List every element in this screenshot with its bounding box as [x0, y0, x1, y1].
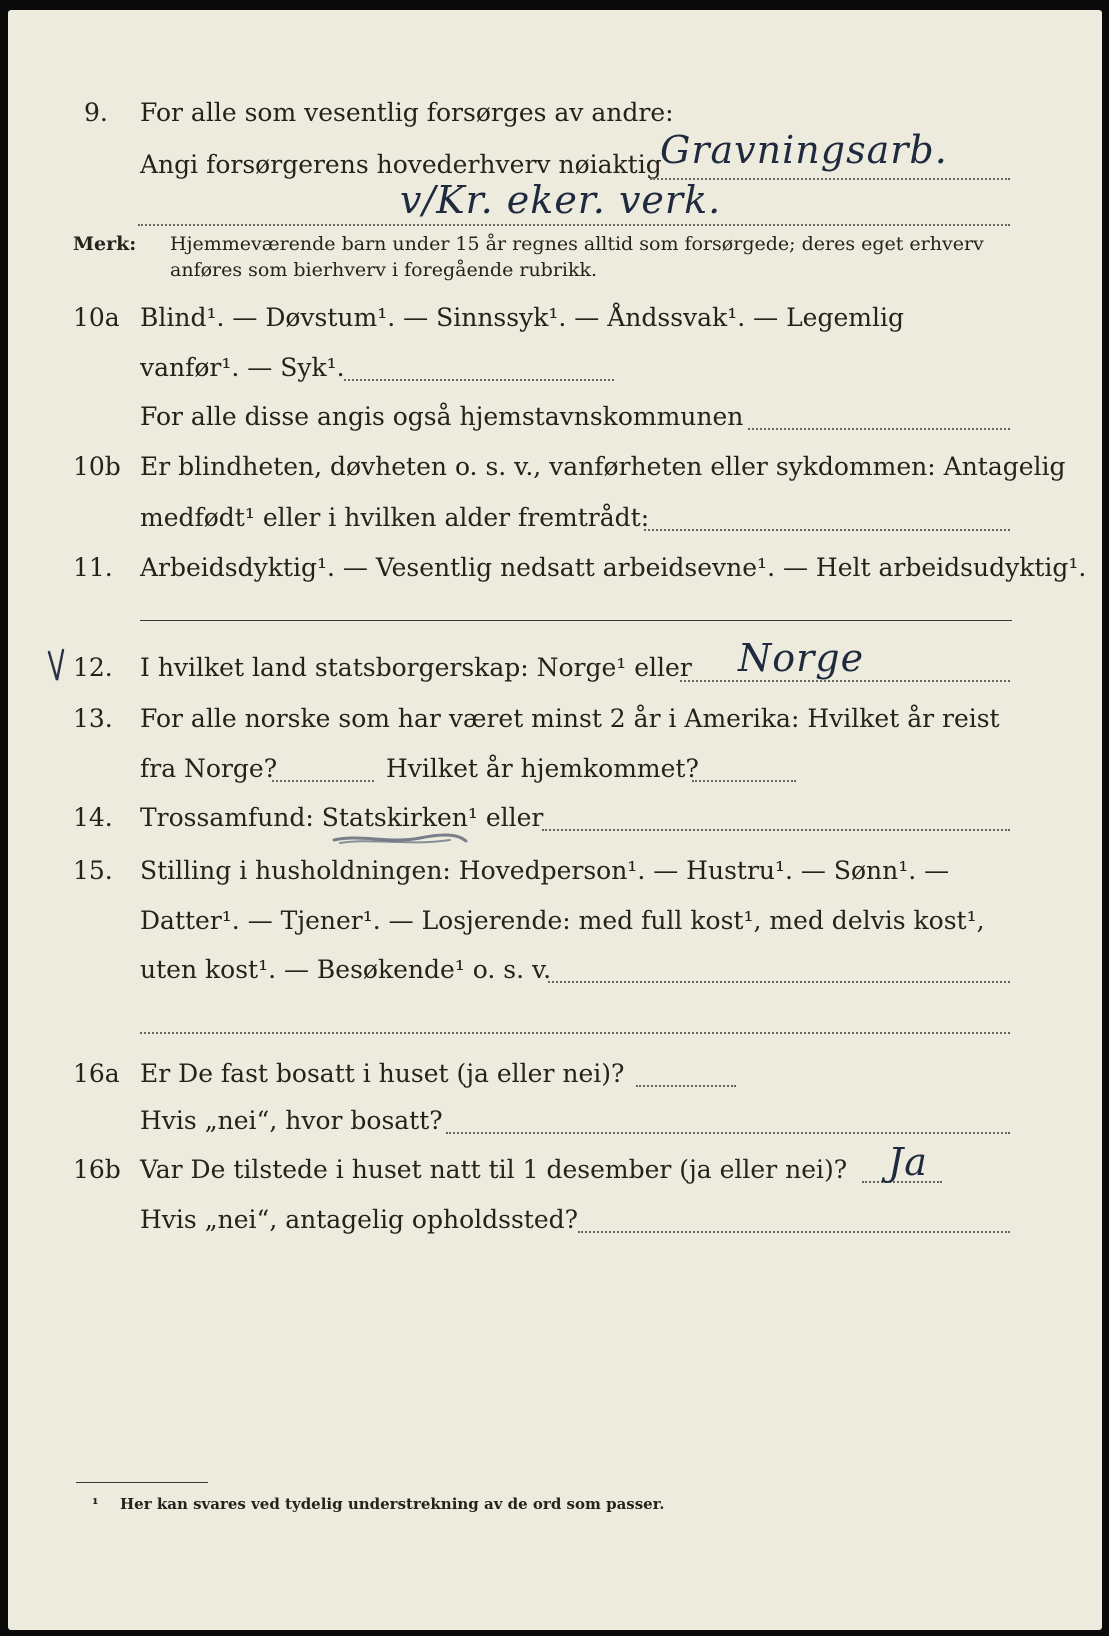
q15-household-position: Stilling i husholdningen: Hovedperson¹. — Hustru¹. — Sønn¹. — — [140, 856, 950, 885]
footnote-text: Her kan svares ved tydelig understrekning av de ord som passer. — [120, 1495, 665, 1513]
q9-number: 9. — [84, 98, 108, 127]
q14-answer-line — [542, 829, 1010, 831]
q16a-number: 16a — [73, 1059, 120, 1088]
underline-scribble-icon — [330, 832, 470, 848]
q15-extra-line — [140, 1032, 1010, 1034]
q16b-handwritten-answer: Ja — [888, 1140, 928, 1184]
q9-answer-line-2 — [138, 224, 1010, 226]
q16b-location-label: Hvis „nei“, antagelig opholdssted? — [140, 1205, 579, 1234]
merk-note-line-1: Hjemmeværende barn under 15 år regnes alltid som forsørgede; deres eget erhverv — [170, 233, 984, 255]
q10a-home-municipality-label: For alle disse angis også hjemstavnskommunen — [140, 402, 744, 431]
q10b-answer-line — [644, 529, 1010, 531]
q16a-answer-line — [636, 1085, 736, 1087]
footnote-rule — [76, 1482, 208, 1483]
merk-label: Merk: — [73, 233, 137, 255]
q13-return-label: Hvilket år hjemkommet? — [386, 754, 699, 783]
q10a-answer-line — [344, 379, 614, 381]
q12-citizenship-label: I hvilket land statsborgerskap: Norge¹ eller — [140, 653, 692, 682]
q16b-location-line — [578, 1231, 1010, 1233]
q11-number: 11. — [73, 553, 113, 582]
q11-divider — [140, 620, 1012, 621]
q16b-number: 16b — [73, 1155, 121, 1184]
q9-handwritten-employer: v/Kr. eker. verk. — [400, 178, 722, 222]
q10b-prompt: Er blindheten, døvheten o. s. v., vanførheten eller sykdommen: Antagelig — [140, 452, 1066, 481]
q9-handwritten-occupation: Gravningsarb. — [660, 128, 948, 172]
q13-departure-label: fra Norge? — [140, 754, 278, 783]
q9-provider-label: Angi forsørgerens hovederhverv nøiaktig — [140, 150, 662, 179]
q11-work-capacity: Arbeidsdyktig¹. — Vesentlig nedsatt arbeidsevne¹. — Helt arbeidsudyktig¹. — [140, 553, 1087, 582]
q14-number: 14. — [73, 803, 113, 832]
q13-america-prompt: For alle norske som har været minst 2 år i Amerika: Hvilket år reist — [140, 704, 1000, 733]
q16a-where-line — [446, 1132, 1010, 1134]
q12-number: 12. — [73, 653, 113, 682]
q9-prompt: For alle som vesentlig forsørges av andre: — [140, 98, 674, 127]
q10a-municipality-line — [748, 428, 1010, 430]
q15-number: 15. — [73, 856, 113, 885]
q10a-conditions-cont: vanfør¹. — Syk¹. — [140, 353, 345, 382]
q12-handwritten-country: Norge — [738, 636, 865, 680]
q14-religion-label: Trossamfund: Statskirken¹ eller — [140, 803, 544, 832]
q15-household-position-cont: Datter¹. — Tjener¹. — Losjerende: med full kost¹, med delvis kost¹, — [140, 906, 985, 935]
q15-answer-line — [548, 981, 1010, 983]
q10a-conditions: Blind¹. — Døvstum¹. — Sinnssyk¹. — Åndssvak¹. — Legemlig — [140, 303, 904, 332]
merk-note-line-2: anføres som bierhverv i foregående rubrikk. — [170, 259, 598, 281]
q13-departure-line — [272, 780, 374, 782]
q10b-prompt-cont: medfødt¹ eller i hvilken alder fremtrådt: — [140, 503, 650, 532]
checkmark-icon — [46, 646, 68, 686]
q16a-where-label: Hvis „nei“, hvor bosatt? — [140, 1106, 443, 1135]
q12-answer-line — [680, 680, 1010, 682]
q10b-number: 10b — [73, 452, 121, 481]
q13-number: 13. — [73, 704, 113, 733]
q15-household-position-end: uten kost¹. — Besøkende¹ o. s. v. — [140, 955, 552, 984]
footnote-marker: ¹ — [92, 1495, 99, 1513]
q10a-number: 10a — [73, 303, 120, 332]
q16a-resident-prompt: Er De fast bosatt i huset (ja eller nei)? — [140, 1059, 625, 1088]
q16b-present-prompt: Var De tilstede i huset natt til 1 desember (ja eller nei)? — [140, 1155, 848, 1184]
q13-return-line — [692, 780, 796, 782]
